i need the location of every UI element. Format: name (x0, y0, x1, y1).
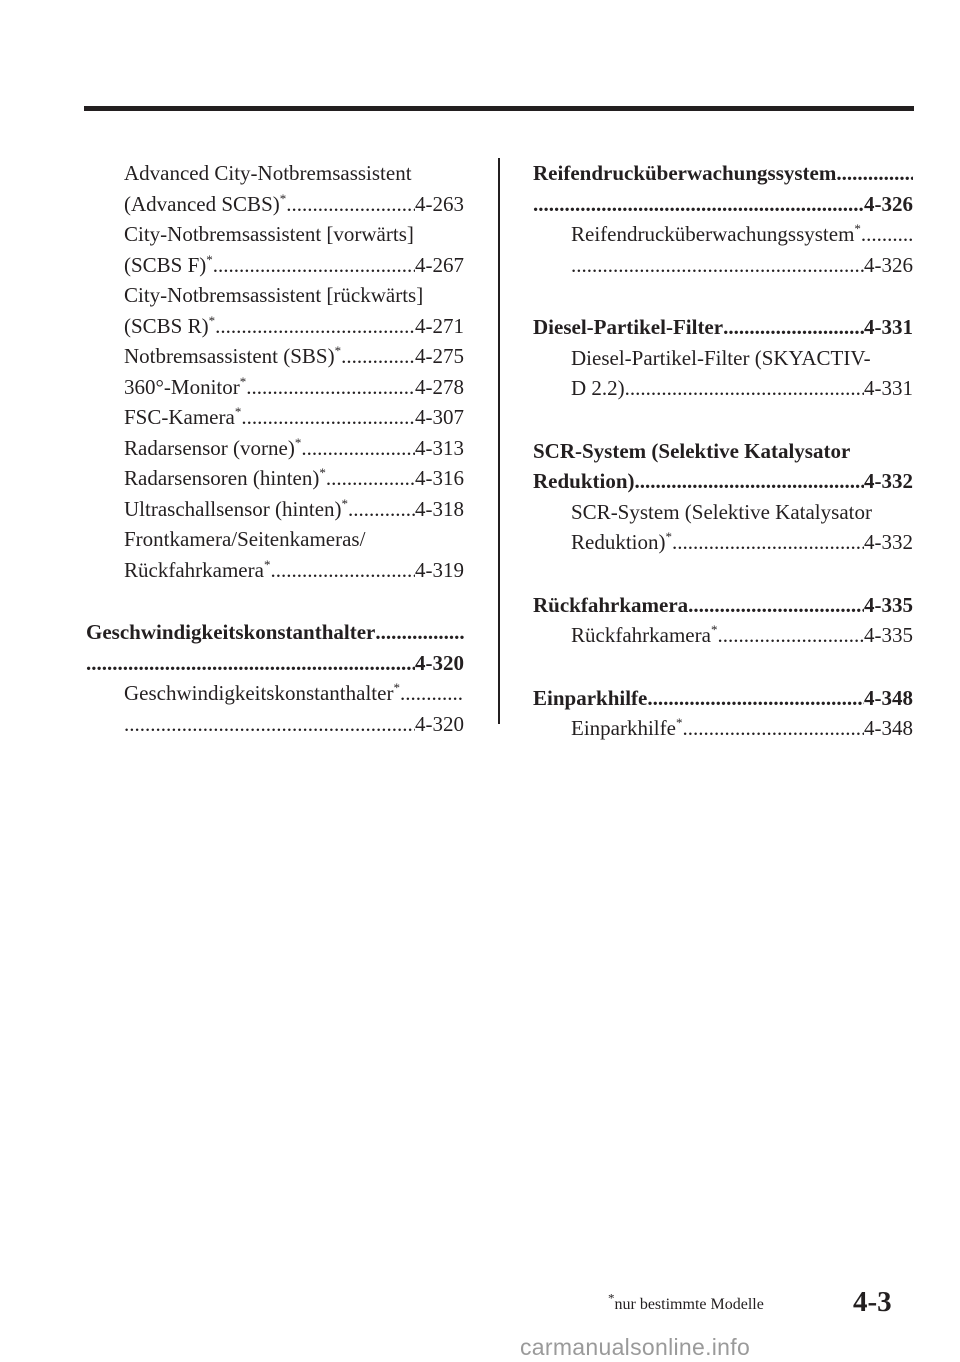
entry-page: 4-319 (415, 557, 464, 582)
entry-page: 4-307 (415, 405, 464, 429)
asterisk-marker: * (675, 715, 683, 730)
entry-title-line2: Reduktion) (571, 530, 666, 554)
column-divider (498, 158, 500, 724)
section-title: Rückfahrkamera (533, 592, 689, 617)
entry-page: 4-278 (415, 374, 464, 399)
dot-leader (635, 466, 864, 497)
dot-leader (286, 189, 415, 220)
toc-entry-geschwindigkeitskonstanthalter[interactable] (86, 678, 464, 739)
toc-entry-diesel-partikel-filter[interactable] (533, 343, 913, 404)
toc-entry-sbs[interactable] (86, 341, 464, 372)
entry-page: 4-326 (864, 252, 913, 277)
toc-column-left (86, 158, 464, 739)
entry-page: 4-318 (415, 496, 464, 521)
entry-page: 4-263 (415, 191, 464, 216)
dot-leader (215, 311, 415, 342)
entry-title-line2: D 2.2) (571, 376, 625, 400)
section-title-line1: SCR-System (Selektive Katalysator (533, 438, 851, 463)
asterisk-marker: * (393, 680, 400, 695)
entry-title: Geschwindigkeitskonstanthalter (124, 681, 394, 705)
asterisk-marker: * (208, 312, 216, 328)
entry-page: 4-348 (864, 716, 913, 740)
dot-leader (682, 713, 864, 744)
section-page: 4-320 (415, 650, 464, 675)
toc-column-right (533, 158, 913, 744)
section-gap (86, 585, 464, 617)
entry-title: Ultraschallsensor (hinten) (124, 496, 342, 521)
dot-leader (270, 555, 415, 586)
toc-entry-advanced-scbs[interactable] (86, 158, 464, 219)
entry-title-line2: (Advanced SCBS) (124, 191, 280, 216)
section-page: 4-331 (864, 315, 913, 339)
dot-leader (571, 250, 864, 281)
section-gap (533, 651, 913, 683)
asterisk-marker: * (239, 373, 247, 389)
toc-entry-scbs-f[interactable] (86, 219, 464, 280)
dot-leader (86, 648, 415, 679)
entry-title: Radarsensor (vorne) (124, 435, 295, 460)
section-gap (533, 280, 913, 312)
toc-entry-360-monitor[interactable] (86, 372, 464, 403)
asterisk-marker: * (279, 190, 287, 206)
toc-entry-rueckfahrkamera[interactable] (533, 620, 913, 651)
dot-leader (348, 494, 415, 525)
dot-leader (836, 158, 913, 189)
footnote-text: nur bestimmte Modelle (614, 1296, 764, 1313)
entry-title: Rückfahrkamera (571, 623, 711, 647)
entry-page: 4-275 (415, 344, 464, 368)
entry-title-line1: Diesel-Partikel-Filter (SKYACTIV- (571, 345, 871, 370)
dot-leader (124, 709, 415, 740)
header-rule (84, 106, 914, 111)
dot-leader (301, 433, 415, 464)
toc-section-reifendruck[interactable] (533, 158, 913, 219)
asterisk-marker: * (206, 251, 213, 267)
dot-leader (375, 617, 464, 648)
entry-title-line2: (SCBS R) (124, 313, 209, 338)
dot-leader (625, 373, 864, 404)
entry-title-line1: City-Notbremsassistent [rückwärts] (124, 283, 424, 307)
entry-page: 4-271 (415, 313, 464, 338)
section-title: Reifendrucküberwachungssystem (533, 161, 837, 185)
entry-title-line2: (SCBS F) (124, 252, 207, 277)
footnote (608, 1290, 764, 1314)
section-page: 4-348 (864, 685, 913, 710)
dot-leader (717, 620, 864, 651)
toc-section-diesel-partikel-filter[interactable] (533, 312, 913, 343)
section-title: Einparkhilfe (533, 685, 648, 710)
watermark: carmanualsonline.info (520, 1334, 751, 1360)
section-page: 4-332 (864, 469, 913, 493)
entry-page: 4-331 (864, 376, 913, 400)
asterisk-marker: * (608, 1290, 615, 1306)
toc-entry-fsc-kamera[interactable] (86, 402, 464, 433)
dot-leader (647, 683, 864, 714)
entry-title: Reifendrucküberwachungssystem (571, 222, 855, 246)
toc-entry-radarsensor-vorne[interactable] (86, 433, 464, 464)
entry-title-line1: Advanced City-Notbremsassistent (124, 161, 412, 185)
toc-section-scr-system[interactable] (533, 436, 913, 497)
toc-section-einparkhilfe[interactable] (533, 683, 913, 714)
entry-page: 4-332 (864, 530, 913, 554)
dot-leader (723, 312, 864, 343)
dot-leader (672, 527, 864, 558)
toc-entry-frontkamera[interactable] (86, 524, 464, 585)
dot-leader (861, 219, 913, 250)
toc-section-geschwindigkeitskonstanthalter[interactable] (86, 617, 464, 678)
section-gap (533, 404, 913, 436)
section-title: Geschwindigkeitskonstanthalter (86, 620, 376, 644)
asterisk-marker: * (234, 404, 242, 419)
asterisk-marker: * (263, 556, 271, 572)
section-page: 4-335 (864, 592, 913, 617)
entry-title: 360°-Monitor (124, 374, 240, 399)
toc-entry-radarsensoren-hinten[interactable] (86, 463, 464, 494)
asterisk-marker: * (854, 221, 861, 236)
section-page: 4-326 (864, 191, 913, 216)
dot-leader (400, 678, 464, 709)
page-number: 4-3 (853, 1286, 892, 1318)
dot-leader (326, 463, 415, 494)
entry-title-line1: SCR-System (Selektive Katalysator (571, 499, 872, 524)
entry-title-line1: City-Notbremsassistent [vorwärts] (124, 222, 414, 246)
entry-title: FSC-Kamera (124, 405, 235, 429)
toc-entry-ultraschallsensor[interactable] (86, 494, 464, 525)
entry-title: Einparkhilfe (571, 716, 676, 740)
toc-entry-reifendruck[interactable] (533, 219, 913, 280)
entry-page: 4-267 (415, 252, 464, 277)
entry-page: 4-316 (415, 466, 464, 490)
asterisk-marker: * (710, 622, 718, 637)
asterisk-marker: * (294, 434, 302, 450)
toc-entry-einparkhilfe[interactable] (533, 713, 913, 744)
section-gap (533, 558, 913, 590)
asterisk-marker: * (319, 465, 326, 480)
asterisk-marker: * (665, 529, 672, 544)
dot-leader (341, 341, 415, 372)
dot-leader (213, 250, 415, 281)
asterisk-marker: * (341, 495, 349, 511)
entry-page: 4-320 (415, 711, 464, 736)
toc-entry-scr-system[interactable] (533, 497, 913, 558)
entry-title-line1: Frontkamera/Seitenkameras/ (124, 527, 366, 551)
entry-page: 4-313 (415, 435, 464, 460)
entry-title: Notbremsassistent (SBS) (124, 344, 335, 368)
entry-title-line2: Rückfahrkamera (124, 557, 264, 582)
dot-leader (241, 402, 415, 433)
toc-section-rueckfahrkamera[interactable] (533, 590, 913, 621)
dot-leader (688, 590, 864, 621)
entry-page: 4-335 (864, 623, 913, 647)
dot-leader (246, 372, 415, 403)
section-title: Diesel-Partikel-Filter (533, 315, 724, 339)
toc-entry-scbs-r[interactable] (86, 280, 464, 341)
entry-title: Radarsensoren (hinten) (124, 466, 320, 490)
dot-leader (533, 189, 864, 220)
asterisk-marker: * (334, 343, 342, 358)
section-title-line2: Reduktion) (533, 469, 635, 493)
